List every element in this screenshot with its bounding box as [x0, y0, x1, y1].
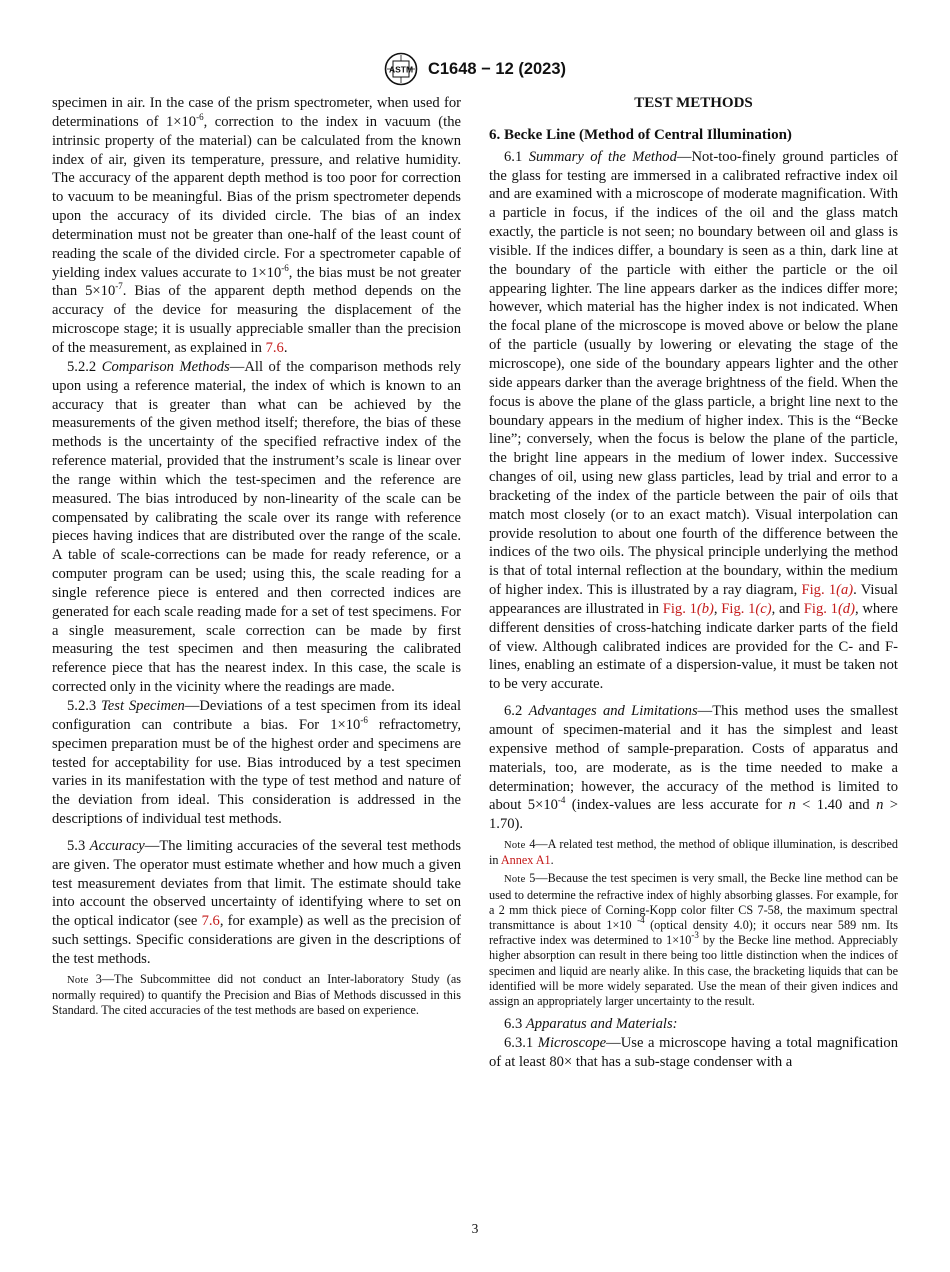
- left-column: [52, 94, 461, 1018]
- paragraph-6-2: 6.2 Advantages and Limitations—This method uses the smallest amount of specimen-material and it has the simplest and least expensive method of sample-preparation. Costs of apparatus and materials, too, are moderate, as is the time needed to make a determination; however, the accuracy of the method is limited to about $5\times 10^{-4}$ (index-values are less accurate for n < 1.40 and n > 1.70).: [489, 703, 899, 833]
- paragraph-5-2-3: 5.2.3 Test Specimen—Deviations of a test specimen from its ideal configuration can contribute a bias. For $1\times 10^{-6}$ refractometry, specimen preparation must be of the highest order and specimens are tested for acceptability for use. Bias introduced by a test specimen varies in its manifestation with the type of test method and nature of the deviation from ideal. This consideration is addressed in the descriptions of individual test methods.: [52, 698, 461, 828]
- paragraph-5-2-2: 5.2.2 Comparison Methods—All of the comparison methods rely upon using a reference material, the index of which is known to an accuracy that is greater than what can be achieved by the measurements of the given method itself; therefore, the bias of these methods is the uncertainty of the specified refractive index of the reference material, provided that the instrument’s scale is linear over the range within which the test-specimen and the reference are measured. The bias introduced by non-linearity of the scale can be compensated by calibrating the scale over its range with reference pieces having indices that are distributed over the range of the scale. A table of scale-corrections can be made for ready reference, or a computer program can be used; using this, the scale reading for a single reference piece is entered and then corrected indices are generated for each scale reading made for a set of test specimens. For a single measurement, scale correction can be made by first measuring the test specimen and then measuring the calibrated reference piece that has the nearest index. In this case, the scale is corrected only in the vicinity where the readings are made.: [52, 358, 462, 696]
- section-title-accuracy: Accuracy: [89, 837, 145, 854]
- right-column: [489, 94, 898, 1072]
- note-5: Note 5—Because the test specimen is very small, the Becke line method can be used to determine the refractive index of highly absorbing glasses. For example, for a 2 mm thick piece of Corning-Kopp color filter CS 7-58, the maximum spectral transmittance is about 1×10 $^{-4}$ (optical density 4.0); it occurs near 589 nm. Its refractive index was determined to $1\times 10^{-3}$ by the Becke line method. Appreciably higher absorption can result in there being too little distinction when the indices of specimen and liquid are nearly alike. In this case, the bracketing liquids that can be identified will be more widely separated. Use the mean of their given indices and assign an appropriately larger uncertainty to the result.: [489, 871, 899, 1009]
- paragraph-6-1: 6.1 Summary of the Method—Not-too-finely ground particles of the glass for testing are immersed in a calibrated refractive index oil and are examined with a microscope of moderate magnification. With a particle in focus, if the indices of the oil and the glass match exactly, the particle is not seen; no boundary between oil and glass is visible. If the indices differ, a boundary is seen as a thin, dark line at the boundary of the particle with either the particle or the oil appearing lighter. The line appears darker as the indices differ more; however, which material has the higher index is not indicated. When the focal plane of the microscope is moved above or below the plane of the particle (usually by lowering or elevating the stage of the microscope), one side of the boundary appears lighter and the other side appears darker than the average brightness of the field. When the focus is above the plane of the glass particle, a bright line next to the boundary appears in the medium of higher index. This is the “Becke line”; conversely, when the focus is below the plane of the particle, the bright line appears in the medium of lower index. Successive changes of oil, using new glass particles, lead by trial and error to a bracketing of the index of the particle between the pair of oils that match most closely (or to an exact match). Visual interpolation can provide resolution to about one fourth of the difference between the indices of the two oils. The physical principle underlying the method is that of total internal reflection at the boundary, within the medium of higher index. This is illustrated by a ray diagram, Fig. 1(a). Visual appearances are illustrated in Fig. 1(b), Fig. 1(c), and Fig. 1(d), where different densities of cross-hatching indicate darker parts of the field of view. Although calibrated indices are provided for the C- and F-lines, enabling an estimate of a dispersion-value, it must be taken not to be very accurate.: [489, 148, 898, 693]
- link-fig-1d[interactable]: Fig. 1(d): [803, 600, 855, 617]
- svg-text:ASTM: ASTM: [388, 64, 414, 75]
- paragraph-5-3: 5.3 Accuracy—The limiting accuracies of the several test methods are given. The operator must estimate whether and how much a given test measurement deviates from that limit. The estimate should take into account the observed uncertainty of identifying where to set on the optical indicator (see 7.6, for example) as well as the precision of such settings. Specific considerations are given in the descriptions of the test methods.: [52, 837, 462, 967]
- page-header: [0, 52, 950, 86]
- document-designation: C1648 − 12 (2023): [427, 59, 567, 78]
- paragraph-6-3: 6.3 Apparatus and Materials:: [504, 1016, 678, 1033]
- link-7-6-b[interactable]: 7.6: [201, 913, 220, 930]
- test-methods-heading: TEST METHODS: [634, 95, 753, 111]
- link-fig-1b[interactable]: Fig. 1(b): [662, 600, 714, 617]
- paragraph-bias-continued: specimen in air. In the case of the prism spectrometer, when used for determinations of $1\times 10^{-6}$, correction to the index in vacuum (the intrinsic property of the material) can be calculated from the known index of air, given its temperature, pressure, and relative humidity. The accuracy of the apparent depth method is too poor for correction to vacuum to be meaningful. Bias of the prism spectrometer depends upon the accuracy of its divided circle. The bias of an index determination must not be greater than one-half of the least count of reading the scale of the divided circle. For a spectrometer capable of yielding index values accurate to $1\times 10^{-6}$, the bias must be not greater than $5\times 10^{-7}$. Bias of the apparent depth method depends on the accuracy of the device for measuring the displacement of the microscope stage; it is usually appreciable smaller than the precision of the measurement, as explained in 7.6.: [52, 95, 461, 356]
- astm-logo-icon: [384, 52, 418, 86]
- section-title-comparison: Comparison Methods: [101, 358, 230, 375]
- page-number: 3: [471, 1221, 479, 1236]
- note-3: Note 3—The Subcommittee did not conduct an Inter-laboratory Study (as normally required) to quantify the Precision and Bias of Methods discussed in this Standard. The cited accuracies of the test methods are based on experience.: [52, 971, 461, 1018]
- section-title-test-specimen: Test Specimen: [101, 698, 185, 714]
- paragraph-6-3-1: 6.3.1 Microscope—Use a microscope having a total magnification of at least 80× that has a sub-stage condenser with a: [489, 1035, 898, 1070]
- link-fig-1c[interactable]: Fig. 1(c): [721, 600, 772, 617]
- note-4: Note 4—A related test method, the method of oblique illumination, is described in Annex A1.: [489, 837, 898, 868]
- section-6-title: 6. Becke Line (Method of Central Illumination): [489, 126, 792, 143]
- link-7-6[interactable]: 7.6: [265, 339, 284, 356]
- link-fig-1a[interactable]: Fig. 1(a): [801, 582, 854, 599]
- link-annex-a1[interactable]: Annex A1: [500, 853, 551, 868]
